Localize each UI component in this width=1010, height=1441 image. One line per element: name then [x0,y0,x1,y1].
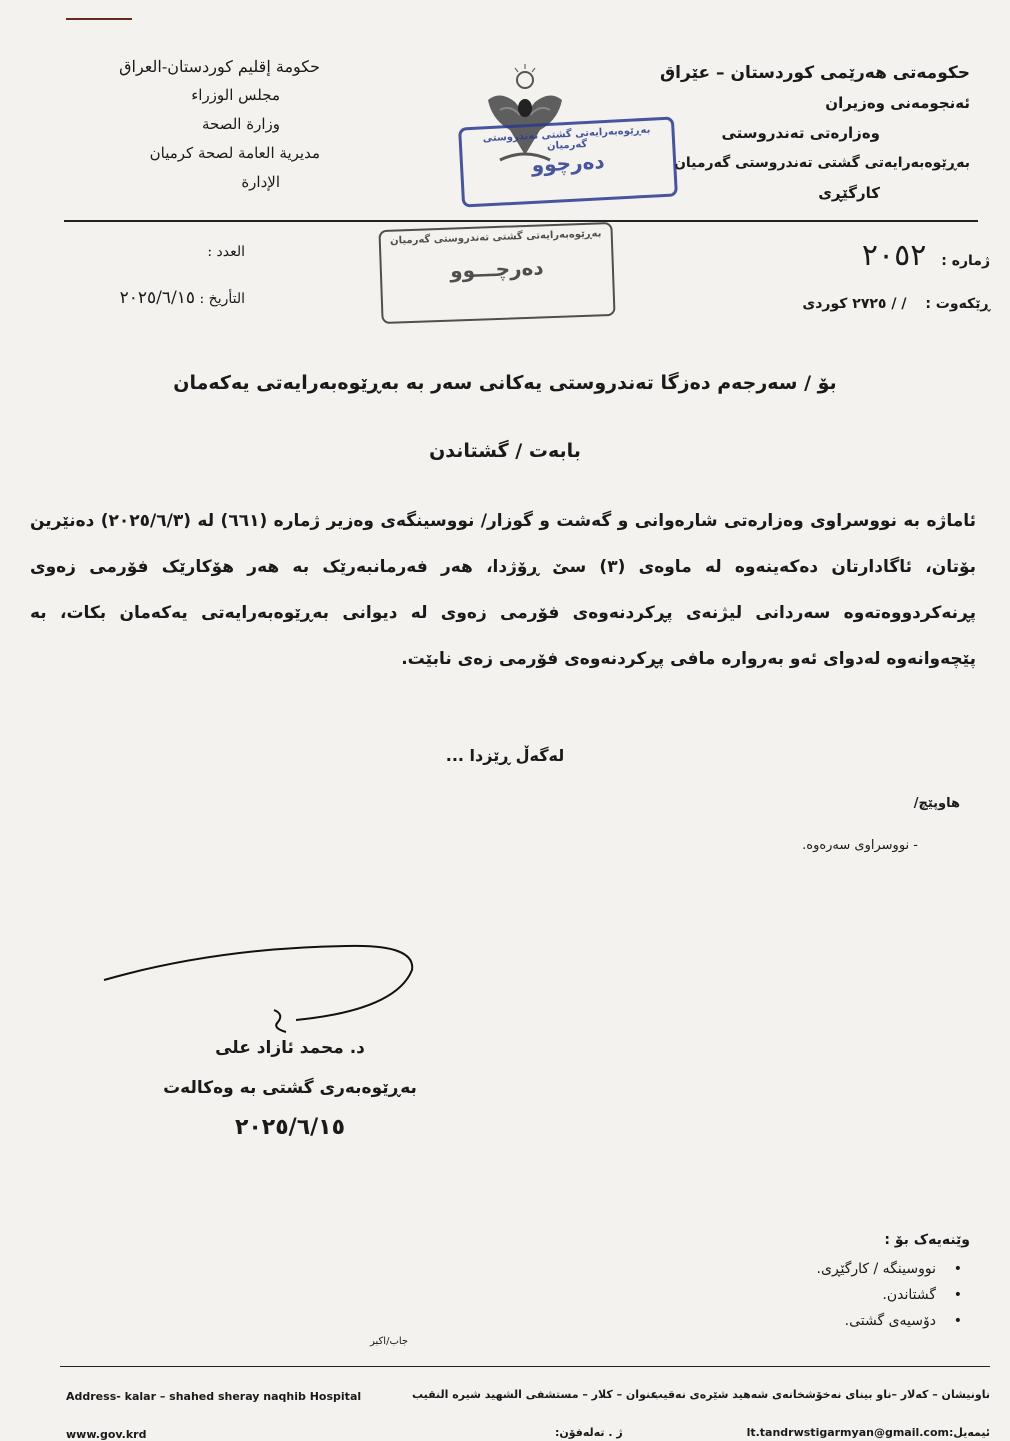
arabic-number-row [40,244,245,260]
header-divider [64,220,978,222]
ref-date-value: / / ٢٧٢٥ کوردی [802,296,907,312]
footer-address-ku: ناونیشان – کەلار –ناو بینای نەخۆشخانەی شەهید شێرەی نەقیب [651,1388,990,1401]
header-kurdish [640,58,970,208]
signatory-name: د. محمد ئازاد علی [215,1038,365,1058]
footer-divider [60,1366,990,1367]
stamp-top-small: بەڕێوەبەرایەتی گشتی تەندروستی گەرمیان [482,124,651,153]
corner-mark [66,18,132,20]
stamp-mid-small: بەڕێوەبەرایەتی گشتی تەندروستی گەرمیان [389,228,602,247]
cc-label: وێنەیەک بۆ : [884,1232,970,1248]
ref-number-label: ژمارە : [941,253,990,269]
ref-number-value: ٢٠٥٢ [861,238,927,273]
arabic-date-value: ٢٠٢٥/٦/١٥ [119,288,196,308]
attachments-item: - نووسراوی سەرەوە. [802,838,918,853]
ref-date-row [750,296,990,312]
issued-stamp-top [458,116,678,207]
recipient-line: بۆ / سەرجەم دەزگا تەندروستی یەکانی سەر بە بەڕێوەبەرایەتی یەکەمان [173,372,837,394]
issued-stamp-middle [378,222,615,324]
header-ku-line3: وەزارەتی تەندروستی [721,124,880,142]
arabic-date-row [40,288,245,308]
footer-address-ar: عنوان – كلار – مستشفى الشهيد شيره النقيب [412,1388,658,1401]
footer-website[interactable]: www.gov.krd [66,1428,147,1441]
signatory-date: ٢٠٢٥/٦/١٥ [234,1115,346,1140]
cc-item: • دۆسیەی گشتی. [670,1308,970,1334]
signatory-block [150,1028,430,1148]
signatory-title: بەڕێوەبەری گشتی بە وەکالەت [163,1078,417,1098]
header-ar-line1: حكومة إقليم كوردستان-العراق [119,57,320,76]
closing-phrase: لەگەڵ ڕێزدا ... [445,746,565,765]
cc-block [670,1232,970,1334]
header-ar-line3: وزارة الصحة [202,115,280,133]
typist-initials: جاب/اكبر [370,1336,409,1347]
cc-item: • نووسینگە / کارگێڕی. [670,1256,970,1282]
header-ar-line4: مديرية العامة لصحة كرميان [149,144,320,162]
footer-email[interactable]: lt.tandrwstigarmyan@gmail.com:ئیمەیل [746,1426,990,1439]
ref-number-row [750,238,990,273]
header-arabic [60,52,320,197]
cc-item: • گشتاندن. [670,1282,970,1308]
ref-date-label: ڕێکەوت : [925,296,990,312]
attachments-label: هاوپێچ/ [913,796,960,811]
header-ar-line5: الإدارة [241,173,280,191]
stamp-top-large: دەرچوو [530,149,606,177]
arabic-number-label: العدد : [207,244,245,260]
header-ar-line2: مجلس الوزراء [191,86,280,104]
header-ku-line5: کارگێڕی [818,184,880,202]
stamp-mid-large: دەرچـــوو [449,255,544,283]
footer-phone-label: ژ . تەلەفۆن: [555,1426,623,1439]
header-ku-line2: ئەنجومەنی وەزیران [825,94,970,112]
header-ku-line4: بەڕێوەبەرایەتی گشتی تەندروستی گەرمیان [673,155,970,171]
header-ku-line1: حکومەتی هەرێمی کوردستان – عێراق [659,63,970,83]
footer-address-en: Address- kalar – shahed sheray naqhib Hospital [66,1390,362,1403]
letter-body: ئاماژە بە نووسراوی وەزارەتی شارەوانی و گەشت و گوزار/ نووسینگەی وەزیر ژمارە (٦٦١) لە (٢٠٢٥/٦/٣) دەنێرین بۆتان، ئاگادارتان دەکەینەوە لە ماوەی (٣) سێ ڕۆژدا، هەر فەرمانبەرێک بە هەر هۆکارێک فۆرمی زەوی پڕنەکردووەتەوە سەردانی لیژنەی پڕکردنەوەی فۆرمی زەوی لە دیوانی بەڕێوەبەرایەتی یەکەمان بکات، بە پێچەوانەوە لەدوای ئەو بەرواره مافی پڕکردنەوەی فۆرمی زەی نابێت. [30,511,977,669]
arabic-date-label: التأريخ : [199,291,245,307]
subject-line: بابەت / گشتاندن [429,440,581,462]
